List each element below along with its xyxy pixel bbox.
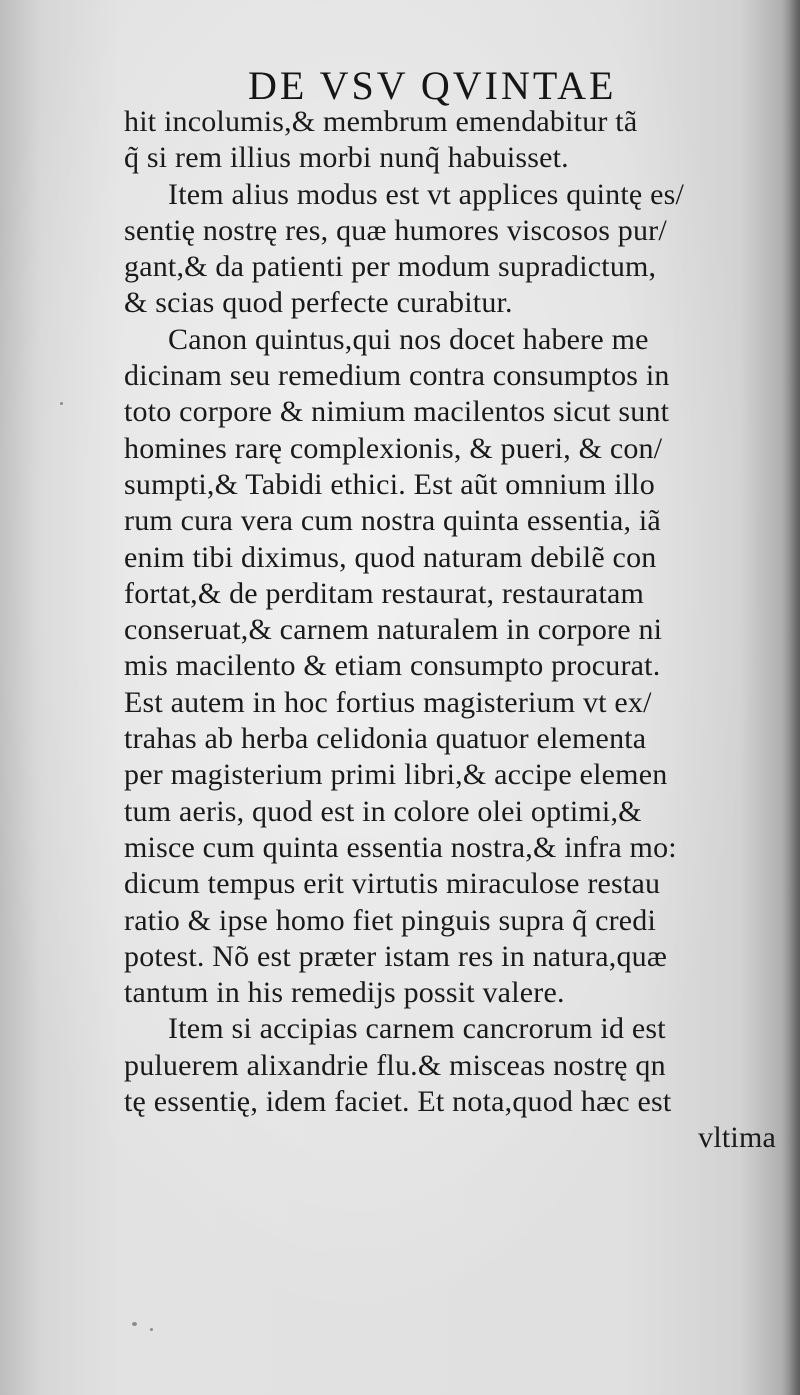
text-line: sumpti,& Tabidi ethici. Est aũt omnium illo (124, 467, 655, 501)
text-line: tantum in his remedijs possit valere. (124, 976, 565, 1010)
text-line: dicum tempus erit virtutis miraculose restau (124, 867, 661, 901)
text-line: ratio & ipse homo fiet pinguis supra q̃ credi (124, 903, 657, 937)
text-line: trahas ab herba celidonia quatuor elementa (124, 722, 647, 756)
text-line: potest. Nõ est præter istam res in natura,quæ (124, 939, 668, 973)
text-line: sentię nostrę res, quæ humores viscosos pur/ (124, 213, 667, 247)
text-line: Item alius modus est vt applices quintę es/ (168, 177, 685, 211)
text-line: rum cura vera cum nostra quinta essentia, iã (124, 504, 661, 538)
text-line: hit incolumis,& membrum emendabitur tã (124, 105, 638, 138)
text-line: fortat,& de perditam restaurat, restauratam (124, 576, 645, 610)
gutter-shadow (782, 0, 800, 1395)
text-line: mis macilento & etiam consumpto procurat. (124, 649, 661, 683)
text-line: Canon quintus,qui nos docet habere me (168, 322, 649, 356)
running-head: DE VSV QVINTAE (248, 63, 617, 108)
text-line: enim tibi diximus, quod naturam debilẽ con (124, 540, 657, 574)
catchword: vltima (698, 1121, 776, 1155)
text-line: puluerem alixandrie flu.& misceas nostrę qn (124, 1048, 666, 1082)
text-line: gant,& da patienti per modum supradictum, (124, 250, 657, 284)
text-line: per magisterium primi libri,& accipe elemen (124, 758, 668, 792)
text-line: misce cum quinta essentia nostra,& infra mo: (124, 830, 677, 864)
body-text (124, 104, 784, 1157)
text-line: & scias quod perfecte curabitur. (124, 286, 513, 320)
text-line: toto corpore & nimium macilentos sicut sunt (124, 395, 670, 429)
text-line: Est autem in hoc fortius magisterium vt ex/ (124, 685, 652, 719)
ink-speck (132, 1322, 137, 1326)
ink-speck (150, 1328, 153, 1331)
text-line: q̃ si rem illius morbi nunq̃ habuisset. (124, 141, 569, 175)
text-line: Item si accipias carnem cancrorum id est (168, 1012, 666, 1046)
text-line: dicinam seu remedium contra consumptos in (124, 359, 670, 393)
text-line: conseruat,& carnem naturalem in corpore ni (124, 613, 663, 647)
text-line: homines rarę complexionis, & pueri, & con/ (124, 431, 663, 465)
text-line: tę essentię, idem faciet. Et nota,quod hæc est (124, 1085, 672, 1119)
ink-speck (60, 402, 63, 405)
text-line: tum aeris, quod est in colore olei optimi,& (124, 794, 642, 828)
